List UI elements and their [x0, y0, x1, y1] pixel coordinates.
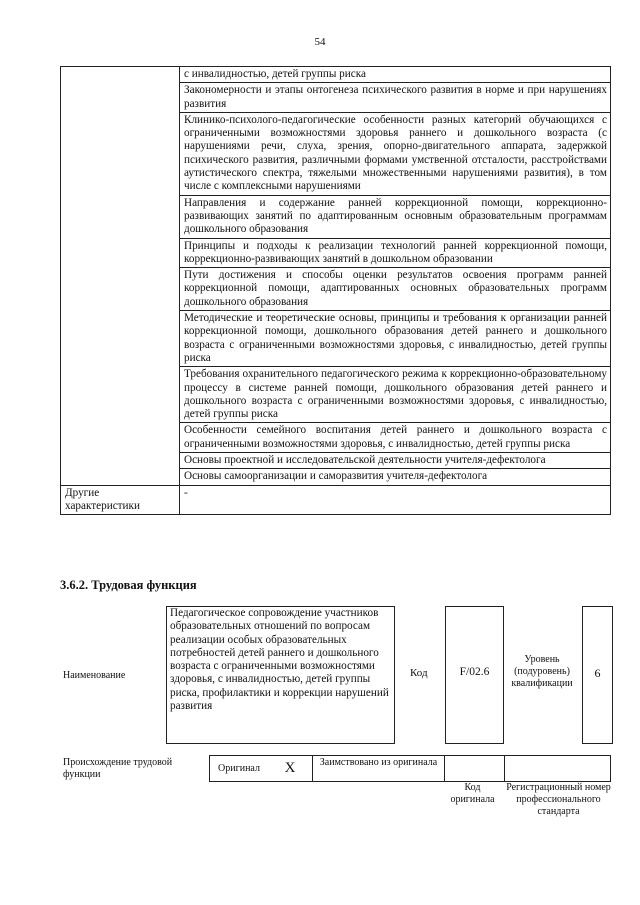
knowledge-item: Закономерности и этапы онтогенеза психического развития в норме и при нарушениях развития — [180, 83, 611, 113]
code-box — [445, 606, 504, 744]
knowledge-item: Пути достижения и способы оценки результатов освоения программ ранней коррекционной помощи, адаптированных основных образовательных программ дошкольного образования — [180, 268, 611, 311]
function-name-box — [166, 606, 395, 744]
origin-label: Происхождение трудовой функции — [63, 757, 173, 780]
section-title: 3.6.2. Трудовая функция — [60, 578, 197, 592]
code-label: Код — [410, 667, 428, 679]
table-row — [61, 485, 611, 515]
reg-number-caption: Регистрационный номер профессионального стандарта — [506, 782, 611, 817]
page-number: 54 — [314, 36, 326, 48]
knowledge-item: с инвалидностью, детей группы риска — [180, 67, 611, 83]
name-label: Наименование — [63, 670, 126, 681]
code-value: F/02.6 — [459, 666, 490, 678]
borrowed-label: Заимствовано из оригинала — [313, 756, 445, 782]
knowledge-table — [60, 66, 611, 515]
code-original-cell — [445, 756, 505, 782]
original-mark: X — [268, 756, 313, 782]
original-label: Оригинал — [210, 756, 269, 782]
knowledge-item: Основы самоорганизации и саморазвития учителя-дефектолога — [180, 469, 611, 485]
knowledge-item: Направления и содержание ранней коррекционной помощи, коррекционно-развивающих занятий по адаптированным основным образовательным программам дошкольного образования — [180, 195, 611, 238]
knowledge-item: Методические и теоретические основы, принципы и требования к организации ранней коррекционной помощи, дошкольного образования детей раннего и дошкольного возраста с ограниченными возможностями здоровья, с инвалидностью, детей группы риска — [180, 311, 611, 367]
table-left-cell — [61, 67, 180, 486]
other-characteristics-value: - — [180, 485, 611, 515]
code-original-caption: Код оригинала — [450, 782, 495, 805]
knowledge-item: Требования охранительного педагогического режима к коррекционно-образовательному процессу в системе ранней помощи, дошкольного образования детей раннего и дошкольного возраста с ограниченными возможностями здоровья, с инвалидностью, детей группы риска — [180, 367, 611, 423]
knowledge-item: Особенности семейного воспитания детей раннего и дошкольного возраста с ограниченными возможностями здоровья, с инвалидностью, детей группы риска — [180, 423, 611, 453]
level-label: Уровень (подуровень) квалификации — [511, 654, 573, 689]
origin-table — [209, 755, 611, 782]
level-value: 6 — [594, 666, 601, 680]
function-name-value: Педагогическое сопровождение участников образовательных отношений по вопросам реализации особых образовательных потребностей детей раннего и дошкольного возраста с ограниченными возможностями здоровья, с инвалидностью, детей группы риска, профилактики и коррекции нарушений развития — [170, 607, 389, 713]
knowledge-item: Принципы и подходы к реализации технологий ранней коррекционной помощи, коррекционно-развивающих занятий в дошкольном образовании — [180, 238, 611, 268]
table-row — [61, 67, 611, 83]
knowledge-item: Клинико-психолого-педагогические особенности разных категорий обучающихся с ограниченными возможностями здоровья раннего и дошкольного возраста (с нарушениями речи, слуха, зрения, опорно-двигательного аппарата, задержкой психического развития, различными формами умственной отсталости, расстройствами аутистического спектра, тяжелыми множественными нарушениями развития), в том числе с комплексными нарушениями — [180, 112, 611, 195]
level-box — [582, 606, 613, 744]
other-characteristics-label: Другие характеристики — [61, 485, 180, 515]
table-row — [210, 756, 611, 782]
reg-number-cell — [505, 756, 611, 782]
knowledge-item: Основы проектной и исследовательской деятельности учителя-дефектолога — [180, 453, 611, 469]
